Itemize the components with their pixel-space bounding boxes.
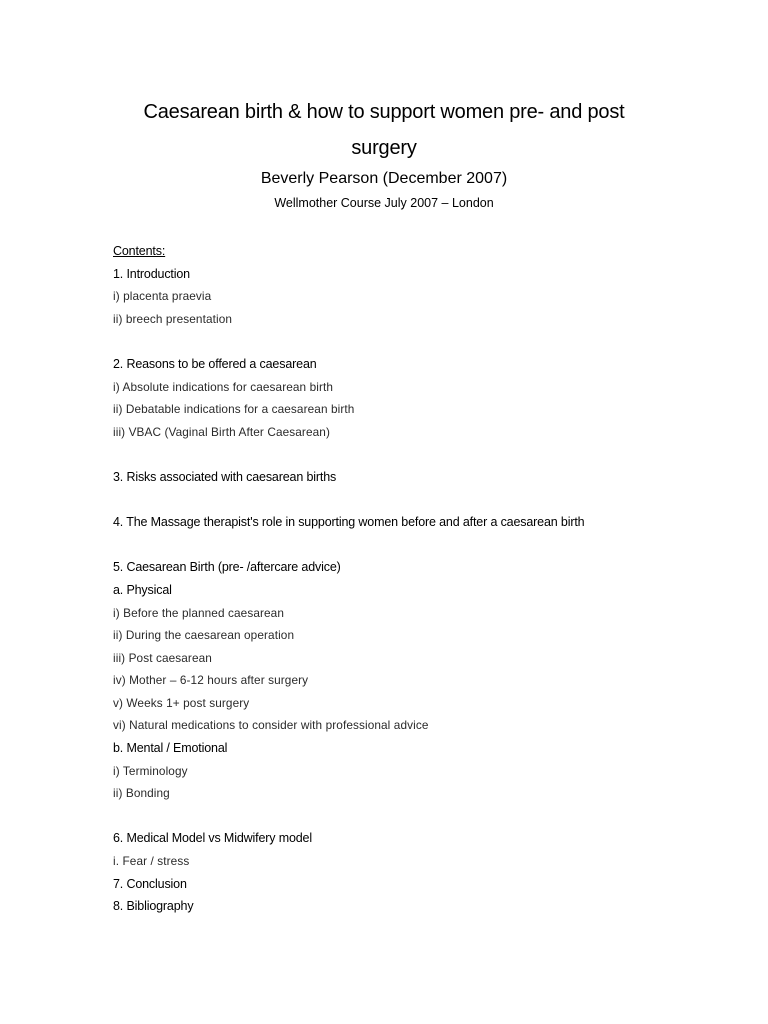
document-author: Beverly Pearson (December 2007) bbox=[260, 170, 508, 187]
toc-subitem: ii) Bonding bbox=[113, 786, 170, 801]
toc-section-2: 2. Reasons to be offered a caesarean bbox=[113, 356, 317, 371]
table-of-contents bbox=[113, 240, 733, 918]
toc-subitem: i) placenta praevia bbox=[113, 289, 212, 304]
course-info: Wellmother Course July 2007 – London bbox=[274, 196, 494, 210]
spacer bbox=[113, 805, 733, 828]
toc-section-8: 8. Bibliography bbox=[113, 899, 194, 914]
toc-section-5: 5. Caesarean Birth (pre- /aftercare advice) bbox=[113, 560, 341, 575]
contents-heading: Contents: bbox=[113, 244, 166, 258]
toc-subitem: v) Weeks 1+ post surgery bbox=[113, 695, 250, 710]
spacer bbox=[113, 489, 733, 512]
toc-subitem: ii) breech presentation bbox=[113, 311, 233, 326]
toc-subitem: i. Fear / stress bbox=[113, 854, 190, 869]
toc-section-1: 1. Introduction bbox=[113, 266, 190, 281]
spacer bbox=[113, 534, 733, 557]
title-line-2: surgery bbox=[351, 137, 417, 159]
toc-subitem: iii) VBAC (Vaginal Birth After Caesarean) bbox=[113, 424, 330, 439]
title-line-1: Caesarean birth & how to support women pre- and post bbox=[143, 101, 625, 123]
spacer bbox=[113, 330, 733, 353]
toc-subitem: vi) Natural medications to consider with professional advice bbox=[113, 718, 429, 733]
toc-section-3: 3. Risks associated with caesarean births bbox=[113, 469, 337, 484]
toc-subitem: i) Absolute indications for caesarean birth bbox=[113, 379, 334, 394]
toc-section-7: 7. Conclusion bbox=[113, 876, 187, 891]
document-title bbox=[84, 94, 684, 166]
toc-subitem: iv) Mother – 6-12 hours after surgery bbox=[113, 673, 309, 688]
toc-subitem: ii) Debatable indications for a caesarean birth bbox=[113, 402, 355, 417]
toc-section-4: 4. The Massage therapist's role in supporting women before and after a caesarean birth bbox=[113, 515, 585, 530]
toc-subitem: ii) During the caesarean operation bbox=[113, 628, 295, 643]
toc-subsection-5a: a. Physical bbox=[113, 582, 172, 597]
toc-section-6: 6. Medical Model vs Midwifery model bbox=[113, 831, 312, 846]
toc-subitem: i) Terminology bbox=[113, 763, 188, 778]
spacer bbox=[113, 443, 733, 466]
toc-subitem: iii) Post caesarean bbox=[113, 650, 212, 665]
toc-subsection-5b: b. Mental / Emotional bbox=[113, 741, 228, 756]
toc-subitem: i) Before the planned caesarean bbox=[113, 605, 284, 620]
